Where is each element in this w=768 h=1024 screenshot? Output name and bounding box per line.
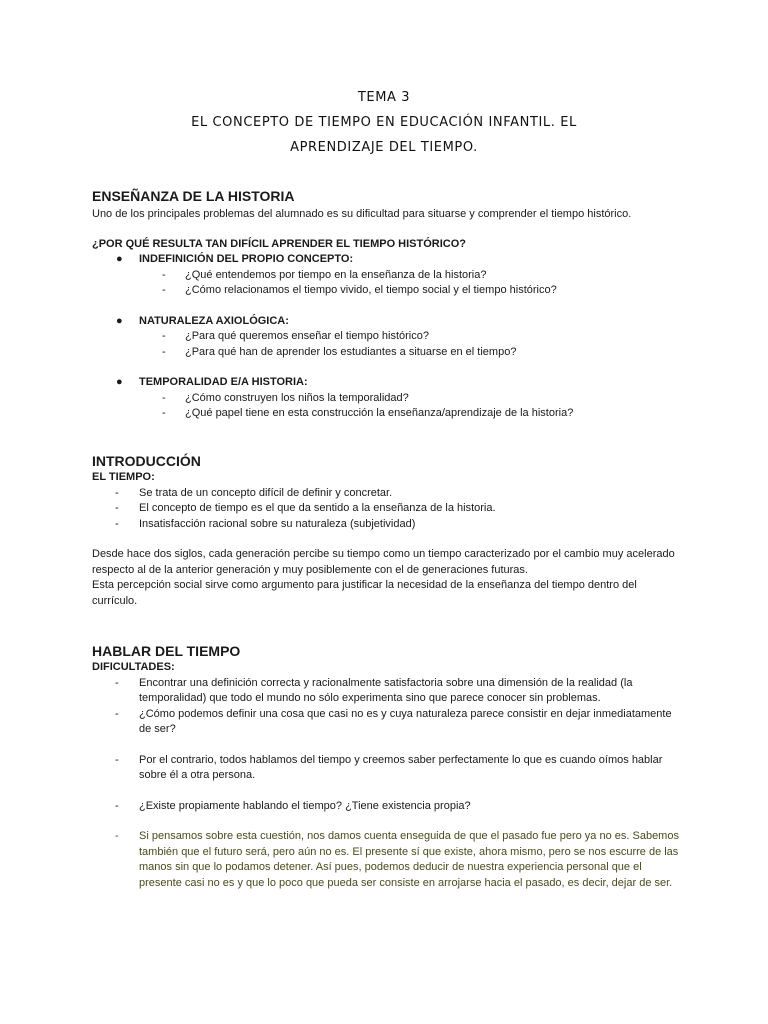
- bullet-icon: ●: [116, 314, 123, 327]
- dash-icon: -: [115, 753, 119, 766]
- dash-icon: -: [162, 407, 166, 419]
- list-item-text: ¿Para qué han de aprender los estudiantes a situarse en el tiempo?: [185, 345, 517, 358]
- list-item: [92, 283, 682, 299]
- bullet-icon: ●: [116, 376, 123, 388]
- list-item-text: Si pensamos sobre esta cuestión, nos damos cuenta enseguida de que el pasado fue pero ya no es. Sabemos también que el futuro será, pero aún no es. El presente sí que existe, ahora mismo, pero se nos escurre de las manos sin que lo podamos detener. Así pues, podemos deducir de nuestra experiencia personal que el presente casi no es y que lo poco que pueda ser consiste en arrojarse hacia el pasado, es decir, dejar de ser.: [139, 830, 679, 889]
- bullet-item: [92, 375, 682, 391]
- list-item-text: ¿Existe propiamente hablando el tiempo? ¿Tiene existencia propia?: [139, 799, 471, 812]
- bullet-icon: ●: [116, 253, 123, 265]
- paragraph: Esta percepción social sirve como argumento para justificar la necesidad de la enseñanza del tiempo dentro del currículo.: [92, 579, 637, 607]
- dash-icon: -: [162, 284, 166, 296]
- list-item-text: Encontrar una definición correcta y racionalmente satisfactoria sobre una dimensión de la realidad (la temporalidad) que todo el mundo no sólo experimenta sino que parece conocer sin problemas.: [139, 676, 633, 704]
- dash-icon: -: [115, 676, 119, 689]
- topic-number: TEMA 3: [357, 90, 411, 105]
- list-item-text: ¿Cómo relacionamos el tiempo vivido, el tiempo social y el tiempo histórico?: [185, 284, 557, 296]
- list-item: [92, 345, 682, 361]
- list-item-text: ¿Qué papel tiene en esta construcción la enseñanza/aprendizaje de la historia?: [185, 407, 574, 419]
- list-item-text: Insatisfacción racional sobre su naturaleza (subjetividad): [139, 517, 416, 530]
- list-item: [92, 753, 682, 784]
- list-item: [92, 486, 682, 502]
- dash-icon: -: [115, 707, 119, 720]
- dash-icon: -: [115, 517, 119, 530]
- dash-icon: -: [115, 830, 119, 842]
- list-item-text: ¿Cómo podemos definir una cosa que casi no es y cuya naturaleza parece consistir en dejar inmediatamente de ser?: [139, 707, 672, 735]
- section-heading: HABLAR DEL TIEMPO: [92, 643, 241, 659]
- section-heading: ENSEÑANZA DE LA HISTORIA: [92, 188, 295, 204]
- dash-icon: -: [115, 502, 119, 514]
- list-item: [92, 829, 682, 891]
- subheading: EL TIEMPO:: [92, 471, 155, 483]
- list-item: [92, 329, 682, 345]
- dash-icon: -: [162, 345, 166, 358]
- list-item: [92, 268, 682, 284]
- list-item: [92, 707, 682, 738]
- bullet-label: NATURALEZA AXIOLÓGICA:: [139, 314, 289, 327]
- subheading: DIFICULTADES:: [92, 661, 175, 673]
- list-item: [92, 501, 682, 517]
- list-item-text: El concepto de tiempo es el que da sentido a la enseñanza de la historia.: [139, 502, 496, 514]
- list-item-text: Por el contrario, todos hablamos del tiempo y creemos saber perfectamente lo que es cuando oímos hablar sobre él a otra persona.: [139, 753, 663, 781]
- list-item-text: ¿Qué entendemos por tiempo en la enseñanza de la historia?: [185, 268, 487, 281]
- dash-icon: -: [162, 330, 166, 342]
- paragraph: Desde hace dos siglos, cada generación percibe su tiempo como un tiempo caracterizado por el cambio muy acelerado respecto al de la anterior generación y muy posiblemente con el de generaciones futuras.: [92, 548, 675, 576]
- list-item-text: Se trata de un concepto difícil de definir y concretar.: [139, 486, 393, 499]
- list-item: [92, 799, 682, 815]
- list-item: [92, 406, 682, 422]
- section-introduccion: [92, 452, 682, 609]
- list-item: [92, 391, 682, 407]
- question-heading: ¿POR QUÉ RESULTA TAN DIFÍCIL APRENDER EL TIEMPO HISTÓRICO?: [92, 237, 467, 250]
- bullet-item: [92, 314, 682, 330]
- title-line-1: EL CONCEPTO DE TIEMPO EN EDUCACIÓN INFANTIL. EL: [191, 115, 577, 130]
- section-heading: INTRODUCCIÓN: [92, 453, 201, 469]
- list-item: [92, 676, 682, 707]
- paragraph: Uno de los principales problemas del alumnado es su dificultad para situarse y comprender el tiempo histórico.: [92, 208, 632, 220]
- bullet-item: [92, 252, 682, 268]
- section-hablar-del-tiempo: [92, 642, 682, 891]
- title-line-2: APRENDIZAJE DEL TIEMPO.: [290, 140, 478, 155]
- bullet-label: INDEFINICIÓN DEL PROPIO CONCEPTO:: [139, 253, 354, 265]
- bullet-label: TEMPORALIDAD E/A HISTORIA:: [139, 376, 308, 388]
- list-item-text: ¿Cómo construyen los niños la temporalidad?: [185, 391, 409, 404]
- dash-icon: -: [115, 486, 119, 499]
- dash-icon: -: [162, 391, 166, 404]
- section-ensenanza: [92, 187, 682, 422]
- list-item: [92, 517, 682, 533]
- list-item-text: ¿Para qué queremos enseñar el tiempo histórico?: [185, 330, 429, 342]
- dash-icon: -: [162, 268, 166, 281]
- dash-icon: -: [115, 799, 119, 812]
